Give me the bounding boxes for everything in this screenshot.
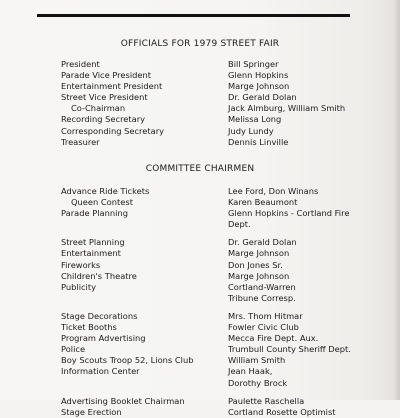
table-row xyxy=(0,92,400,103)
person-name: Dr. Gerald Dolan xyxy=(228,92,297,103)
role-label: Co-Chairman xyxy=(71,103,126,114)
role-label: Treasurer xyxy=(61,136,100,147)
section-spacer xyxy=(0,230,400,237)
table-row xyxy=(0,366,400,377)
role-label: Boy Scouts Troop 52, Lions Club xyxy=(61,355,194,366)
role-label: Parade Vice President xyxy=(61,70,152,81)
person-name: Dr. Gerald Dolan xyxy=(228,237,297,248)
committee-list xyxy=(0,186,400,418)
role-label: Advance Ride Tickets xyxy=(61,186,150,196)
table-row xyxy=(0,197,400,208)
person-name: Jack Almburg, William Smith xyxy=(228,103,346,114)
role-label: Police xyxy=(61,344,86,355)
table-row xyxy=(0,282,400,293)
person-name: Mrs. Thom Hitmar xyxy=(228,310,303,321)
role-label: Stage Erection xyxy=(61,406,122,417)
role-label: Street Vice President xyxy=(61,92,148,103)
person-name: Marge Johnson xyxy=(228,270,290,281)
table-row xyxy=(0,59,400,70)
role-label: Entertainment President xyxy=(61,81,163,92)
table-row xyxy=(0,407,400,418)
person-name: Paulette Raschella xyxy=(228,395,305,406)
person-name: William Smith xyxy=(228,355,286,366)
table-row xyxy=(0,271,400,282)
role-label: Program Advertising xyxy=(61,333,146,344)
table-row xyxy=(0,396,400,407)
section-spacer xyxy=(0,389,400,396)
table-row xyxy=(0,333,400,344)
table-row xyxy=(0,114,400,125)
table-row xyxy=(0,103,400,114)
person-name: Glenn Hopkins xyxy=(228,70,289,81)
table-row xyxy=(0,81,400,92)
role-label: Parade Planning xyxy=(61,208,128,219)
person-name: Fowler Civic Club xyxy=(228,322,299,333)
person-name: Jean Haak, xyxy=(228,366,273,377)
person-name: Cortland Rosette Optimist xyxy=(228,406,336,417)
role-label: Recording Secretary xyxy=(61,114,146,125)
table-row xyxy=(0,322,400,333)
table-row xyxy=(0,260,400,271)
person-name: Glenn Hopkins - Cortland Fire xyxy=(228,208,350,219)
table-row xyxy=(0,378,400,389)
person-name: Melissa Long xyxy=(228,114,282,125)
role-label: Street Planning xyxy=(61,237,125,248)
person-name: Marge Johnson xyxy=(228,81,290,92)
section-spacer xyxy=(0,304,400,311)
table-row xyxy=(0,248,400,259)
person-name: Don Jones Sr. xyxy=(228,259,283,270)
role-label: Ticket Booths xyxy=(61,322,117,333)
person-name: Karen Beaumont xyxy=(228,197,298,208)
table-row xyxy=(0,219,400,230)
role-label: President xyxy=(61,59,100,69)
table-row xyxy=(0,137,400,148)
role-label: Queen Contest xyxy=(71,197,133,208)
person-name: Cortland-Warren xyxy=(228,281,296,292)
table-row xyxy=(0,237,400,248)
table-row xyxy=(0,186,400,197)
table-row xyxy=(0,293,400,304)
table-row xyxy=(0,344,400,355)
committee-heading: COMMITTEE CHAIRMEN xyxy=(145,164,255,174)
role-label: Fireworks xyxy=(61,259,101,270)
officials-heading: OFFICIALS FOR 1979 STREET FAIR xyxy=(120,39,280,49)
person-name: Judy Lundy xyxy=(228,125,274,136)
table-row xyxy=(0,126,400,137)
table-row xyxy=(0,70,400,81)
person-name: Tribune Corresp. xyxy=(228,292,296,303)
table-row xyxy=(0,311,400,322)
role-label: Children's Theatre xyxy=(61,270,137,281)
role-label: Publicity xyxy=(61,281,97,292)
officials-list xyxy=(0,59,400,148)
person-name: Dorothy Brock xyxy=(228,377,288,388)
person-name: Bill Springer xyxy=(228,59,279,69)
person-name: Lee Ford, Don Winans xyxy=(228,186,319,196)
table-row xyxy=(0,208,400,219)
role-label: Stage Decorations xyxy=(61,310,138,321)
person-name: Marge Johnson xyxy=(228,248,290,259)
role-label: Corresponding Secretary xyxy=(61,125,165,136)
person-name: Trumbull County Sheriff Dept. xyxy=(228,344,351,355)
role-label: Information Center xyxy=(61,366,140,377)
person-name: Mecca Fire Dept. Aux. xyxy=(228,333,319,344)
person-name: Dept. xyxy=(228,219,251,230)
role-label: Advertising Booklet Chairman xyxy=(61,395,185,406)
person-name: Dennis Linville xyxy=(228,136,289,147)
role-label: Entertainment xyxy=(61,248,121,259)
top-rule xyxy=(37,14,350,17)
table-row xyxy=(0,355,400,366)
